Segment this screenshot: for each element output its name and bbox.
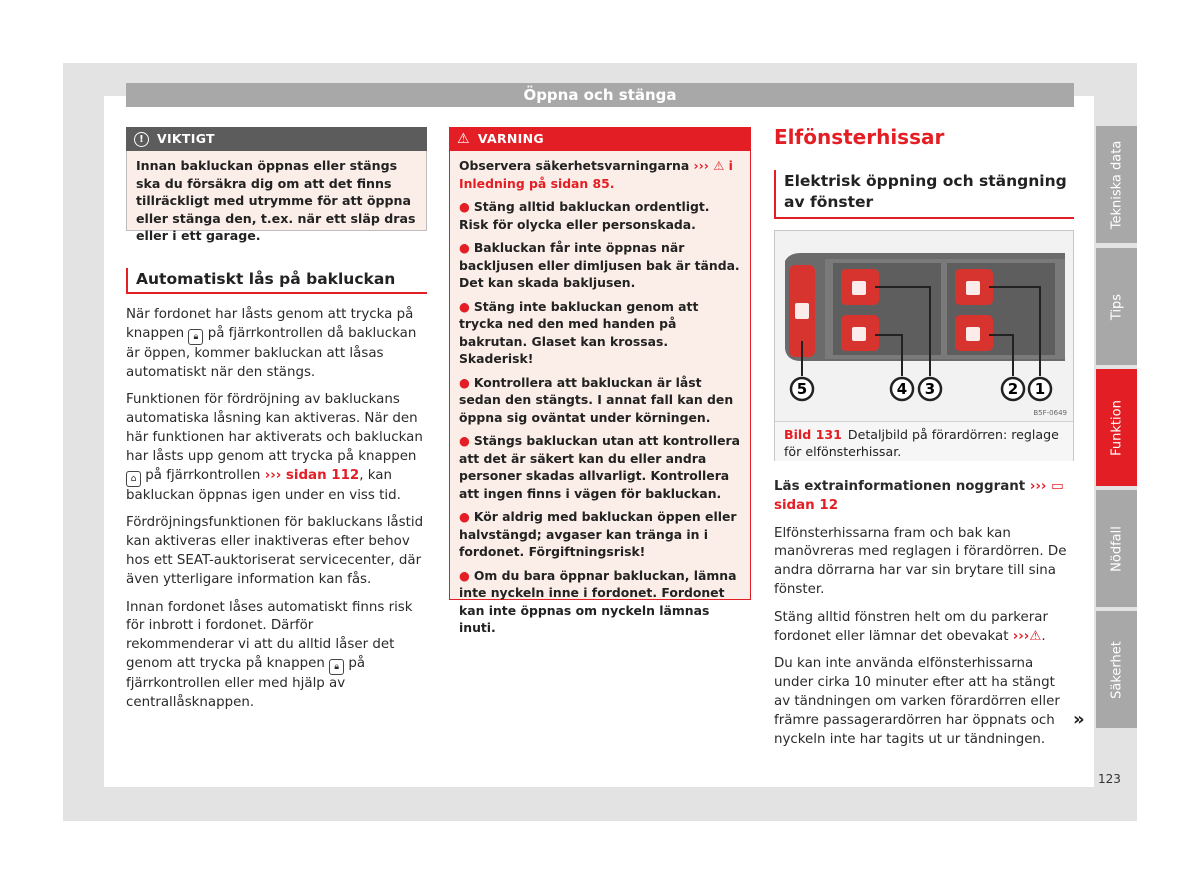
warning-item: ● Bakluckan får inte öppnas när backljusen eller dimljusen bak är tända. Det kan skada bakljusen. xyxy=(459,240,740,290)
warning-item: ● Kontrollera att bakluckan är låst sedan den stängts. I annat fall kan den öppna sig oväntat under körningen. xyxy=(459,374,734,425)
warning-body xyxy=(450,151,750,649)
trunk-key-icon: ⌂ xyxy=(126,471,141,487)
figure-window-controls xyxy=(774,230,1074,461)
warning-box-header xyxy=(449,127,751,151)
tab-safety[interactable]: Säkerhet xyxy=(1096,611,1137,728)
window-switch-illustration xyxy=(775,231,1073,421)
paragraph: Elfönsterhissarna fram och bak kan manövreras med reglagen i förardörren. De andra dörrarna har var sin brytare till sina fönster. xyxy=(774,525,1067,597)
chapter-header: Öppna och stänga xyxy=(126,83,1074,107)
important-text: Innan bakluckan öppnas eller stängs ska du försäkra dig om att det finns tillräckligt med utrymme för att öppna eller stänga den, t.ex. när ett släp dras eller i ett garage. xyxy=(136,158,416,243)
paragraph: När fordonet har låsts genom att trycka på knappen 🔒︎ på fjärrkontrollen då bakluckan är öppen, kommer bakluckan att låsas automatiskt när den stängs. xyxy=(126,307,417,380)
important-box-header xyxy=(126,127,427,151)
callout-5: 5 xyxy=(796,380,808,398)
warning-item: ● Stäng inte bakluckan genom att trycka ned den med handen på bakrutan. Glaset kan krossas. Skaderisk! xyxy=(459,298,699,366)
paragraph: Innan fordonet låses automatiskt finns risk för inbrott i fordonet. Därför rekommenderar vi att du alltid låser det genom att trycka på knappen 🔒︎ på fjärrkontrollen eller med hjälp av centrallåsknappen. xyxy=(126,599,413,710)
callout-3: 3 xyxy=(924,380,936,398)
paragraph: Funktionen för fördröjning av bakluckans automatiska låsning kan aktiveras. När den här funktionen har aktiverats och bakluckan har låsts upp genom att trycka på knappen ⌂ på fjärrkontrollen ››› sidan 112, kan bakluckan öppnas igen under en viss tid. xyxy=(126,392,423,503)
warning-triangle-icon: ⚠ xyxy=(713,158,725,173)
page-number: 123 xyxy=(1098,772,1121,786)
book-icon: ▭ xyxy=(1051,479,1064,494)
warning-item: ● Stäng alltid bakluckan ordentligt. Risk för olycka eller personskada. xyxy=(459,199,710,232)
warning-triangle-icon: ⚠ xyxy=(1029,628,1042,644)
callout-1: 1 xyxy=(1034,380,1046,398)
warning-item: ● Om du bara öppnar bakluckan, lämna inte nyckeln inne i fordonet. Fordonet kan inte öppnas om nyckeln lämnas inuti. xyxy=(459,567,737,635)
warning-triangle-icon: ⚠ xyxy=(457,131,470,147)
tab-tips[interactable]: Tips xyxy=(1096,248,1137,365)
extra-info-reference[interactable]: sidan 12 xyxy=(774,497,839,513)
exclamation-icon: ! xyxy=(134,132,149,147)
left-column-text xyxy=(126,306,424,722)
extra-info-line: Läs extrainformationen noggrant ››› ▭ sidan 12 xyxy=(774,479,1064,513)
continue-marker: » xyxy=(1073,709,1085,730)
warning-item: ● Kör aldrig med bakluckan öppen eller halvstängd; avgaser kan tränga in i fordonet. Förgiftningsrisk! xyxy=(459,509,737,559)
lock-key-icon: 🔒︎ xyxy=(188,329,203,345)
section-title-power-windows: Elfönsterhissar xyxy=(774,125,945,149)
warning-box xyxy=(449,127,751,635)
subsection-title: Elektrisk öppning och stängning av fönster xyxy=(774,170,1074,219)
figure-caption: Bild 131 Detaljbild på förardörren: reglage för elfönsterhissar. xyxy=(775,421,1073,461)
intro-reference[interactable]: i Inledning på sidan 85. xyxy=(459,158,733,191)
tab-technical-data[interactable]: Tekniska data xyxy=(1096,126,1137,243)
tab-function[interactable]: Funktion xyxy=(1096,369,1137,486)
important-label: VIKTIGT xyxy=(157,131,215,146)
right-column-text xyxy=(774,478,1072,758)
paragraph: Fördröjningsfunktionen för bakluckans låstid kan aktiveras eller inaktiveras efter behov hos ett SEAT-auktoriserat servicecenter, där även ytterligare information kan fås. xyxy=(126,515,424,587)
figure-code: B5F-0649 xyxy=(1033,409,1067,417)
paragraph: Stäng alltid fönstren helt om du parkerar fordonet eller lämnar det obevakat ›››⚠. xyxy=(774,609,1049,644)
paragraph: Du kan inte använda elfönsterhissarna under cirka 10 minuter efter att ha stängt av tändningen om varken förardörren eller främre passagerardörren har öppnats och nyckeln inte har tagits ut ur tändningen. xyxy=(774,656,1060,747)
reference-arrows[interactable]: ››› xyxy=(693,158,709,173)
warning-item: ● Stängs bakluckan utan att kontrollera att det är säkert kan du eller andra personer skadas allvarligt. Kontrollera att ingen finns i vägen för bakluckan. xyxy=(459,433,740,501)
warning-label: VARNING xyxy=(477,131,544,146)
page-reference[interactable]: ››› sidan 112 xyxy=(264,467,360,483)
important-box xyxy=(126,127,427,243)
callout-2: 2 xyxy=(1007,380,1019,398)
lock-key-icon: 🔒︎ xyxy=(329,659,344,675)
section-title-auto-lock: Automatiskt lås på bakluckan xyxy=(126,268,427,294)
callout-4: 4 xyxy=(896,380,908,398)
tab-emergency[interactable]: Nödfall xyxy=(1096,490,1137,607)
warning-intro: Observera säkerhetsvarningarna ››› ⚠ i Inledning på sidan 85. xyxy=(459,158,733,191)
